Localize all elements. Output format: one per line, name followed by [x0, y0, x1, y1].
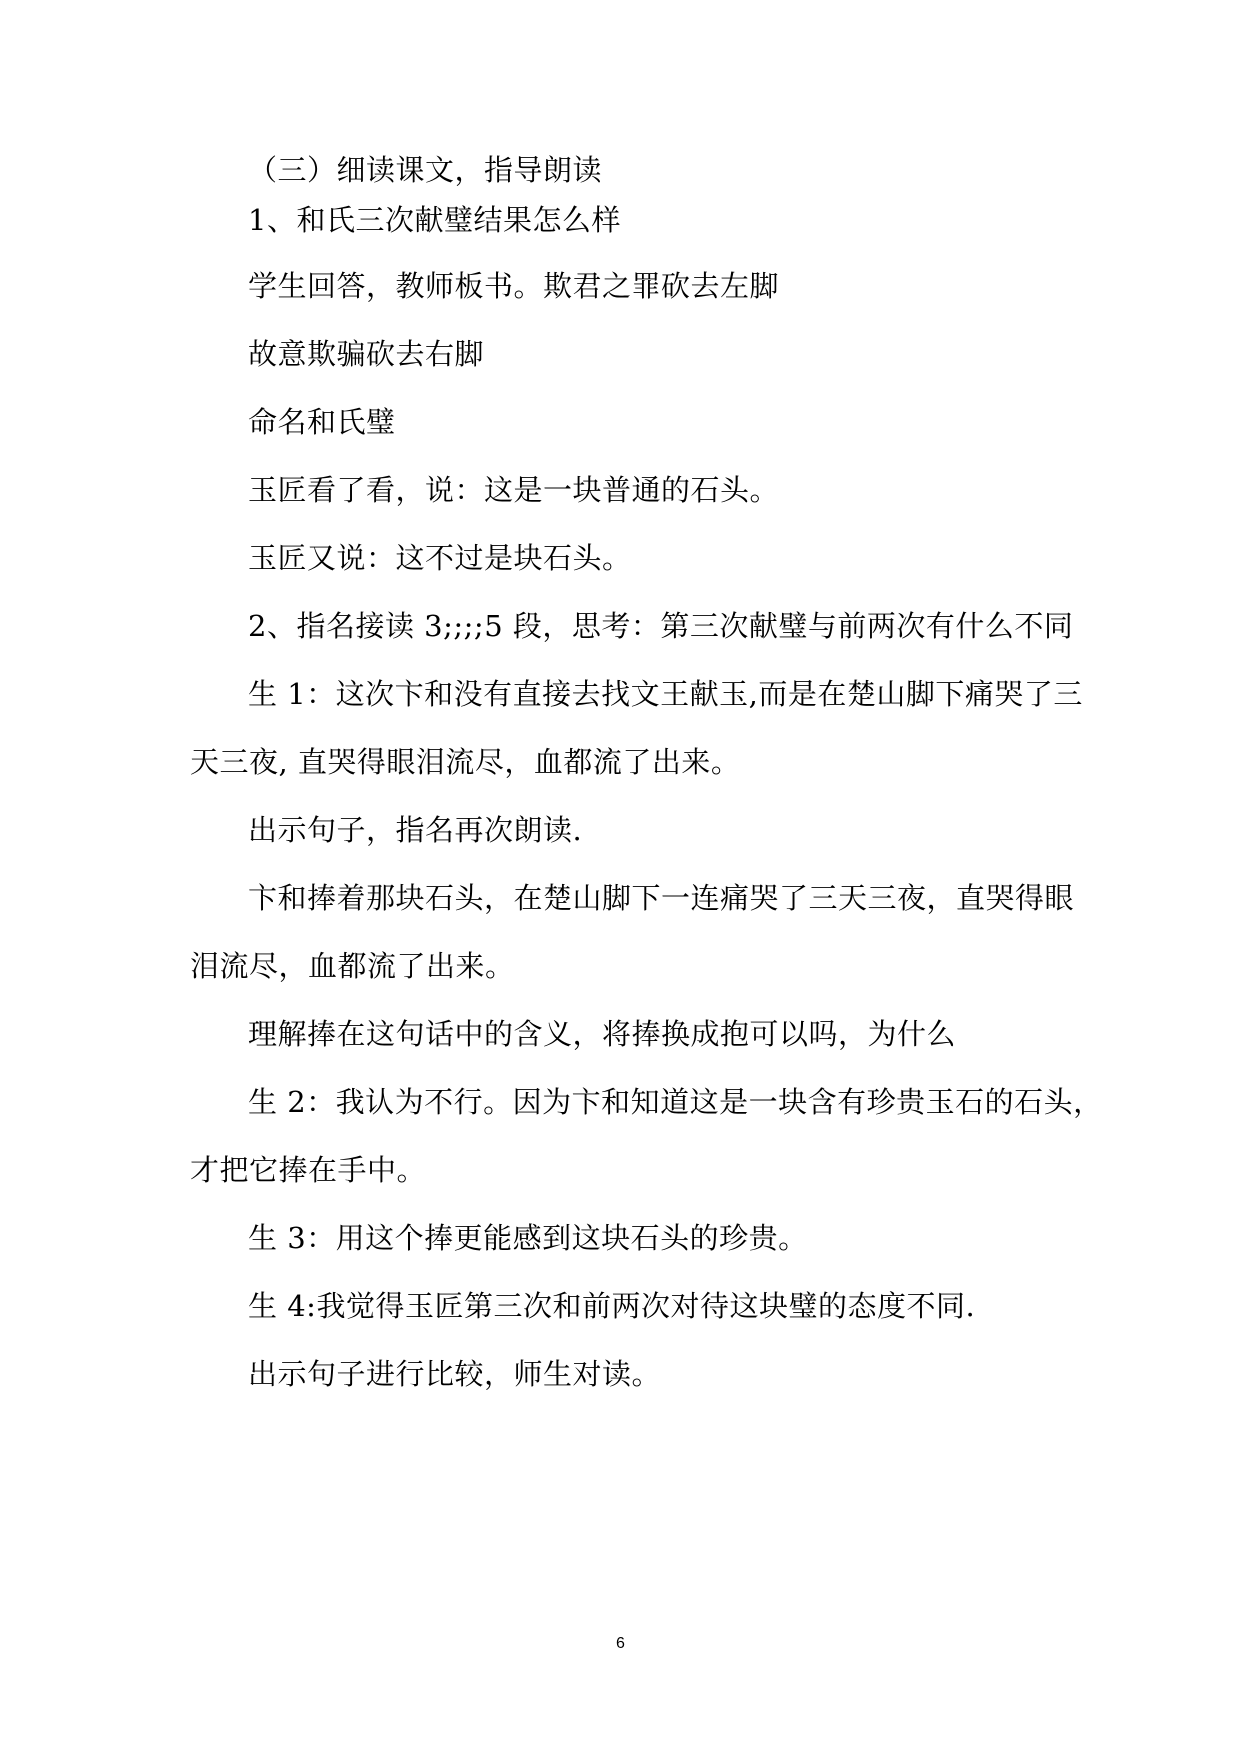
paragraph-line: 玉匠又说：这不过是块石头。 — [248, 541, 632, 575]
paragraph-line: 2、指名接读 3;;;;5 段，思考：第三次献璧与前两次有什么不同 — [248, 609, 1074, 643]
paragraph-line-continued: 才把它捧在手中。 — [190, 1153, 427, 1187]
paragraph-line: 生 2：我认为不行。因为卞和知道这是一块含有珍贵玉石的石头， — [248, 1085, 1103, 1119]
paragraph-line: 故意欺骗砍去右脚 — [248, 337, 485, 371]
paragraph-line: 生 1：这次卞和没有直接去找文王献玉,而是在楚山脚下痛哭了三 — [248, 677, 1083, 711]
paragraph-line: 理解捧在这句话中的含义，将捧换成抱可以吗，为什么 — [248, 1017, 957, 1051]
paragraph-line: 生 4:我觉得玉匠第三次和前两次对待这块璧的态度不同. — [248, 1289, 976, 1323]
paragraph-line: 命名和氏璧 — [248, 405, 396, 439]
section-heading: （三）细读课文，指导朗读 — [248, 153, 603, 187]
paragraph-line: 出示句子进行比较，师生对读。 — [248, 1357, 662, 1391]
paragraph-line-continued: 天三夜, 直哭得眼泪流尽，血都流了出来。 — [190, 745, 741, 779]
paragraph-line: 出示句子，指名再次朗读. — [248, 813, 583, 847]
paragraph-line: 1、和氏三次献璧结果怎么样 — [248, 203, 621, 237]
paragraph-line: 学生回答，教师板书。欺君之罪砍去左脚 — [248, 269, 780, 303]
paragraph-line-continued: 泪流尽，血都流了出来。 — [190, 949, 515, 983]
paragraph-line: 卞和捧着那块石头，在楚山脚下一连痛哭了三天三夜，直哭得眼 — [248, 881, 1075, 915]
page-number: 6 — [616, 1635, 625, 1652]
paragraph-line: 生 3：用这个捧更能感到这块石头的珍贵。 — [248, 1221, 808, 1255]
paragraph-line: 玉匠看了看，说：这是一块普通的石头。 — [248, 473, 780, 507]
